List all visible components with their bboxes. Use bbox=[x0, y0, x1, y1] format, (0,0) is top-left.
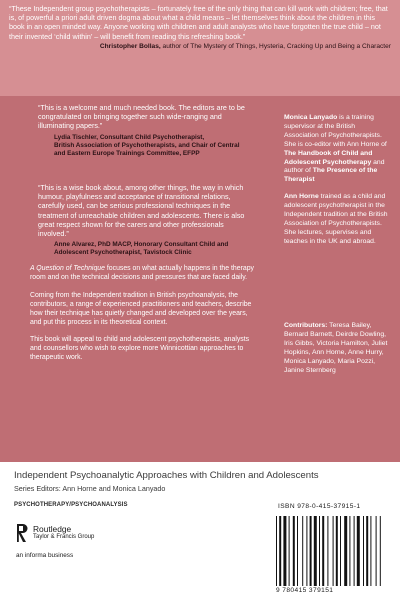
alvarez-attr-line2: Adolescent Psychotherapist, Tavistock Clinic bbox=[54, 249, 192, 257]
routledge-logo-icon bbox=[16, 523, 28, 543]
barcode-digits: 9 780415 379151 bbox=[276, 587, 334, 594]
alvarez-attr-line1: Anne Alvarez, PhD MACP, Honorary Consultant Child and bbox=[54, 241, 229, 249]
barcode-icon bbox=[272, 514, 390, 588]
bio-lanyado-text1: is a training supervisor at the British Association of Psychotherapists. She is co-editor with Ann Horne of bbox=[284, 114, 387, 148]
contributors bbox=[284, 322, 390, 375]
tischler-attr-line2: British Association of Psychotherapists, and Chair of Central bbox=[54, 141, 240, 149]
top-quote-text: “These Independent group psychotherapists – fortunately free of the only thing that can kill work with children; free, that is, of powerful a priori adult driven dogma about what a child means – let themselves think about the children in this book in an open minded way. Anyone working with children and adult analysts who have forgotten the true child – not their invented ‘child within’ – will benefit from reading this refreshing book.” bbox=[9, 4, 388, 41]
subject-category: PSYCHOTHERAPY/PSYCHOANALYSIS bbox=[14, 502, 128, 508]
bio-horne-name: Ann Horne bbox=[284, 193, 319, 201]
publisher-name: Routledge bbox=[33, 524, 72, 534]
contributors-label: Contributors: bbox=[284, 322, 328, 329]
description bbox=[30, 265, 258, 372]
book-title-inline: A Question of Technique bbox=[30, 265, 105, 272]
endorsement-alvarez bbox=[12, 183, 256, 258]
tischler-attr-line3: and Eastern Europe Trainings Committee, EFPP bbox=[54, 150, 200, 158]
endorsement-tischler-text: “This is a welcome and much needed book. The editors are to be congratulated on bringing together such wide-ranging and illuminating papers.” bbox=[38, 103, 245, 131]
footer-panel bbox=[0, 462, 400, 600]
bio-lanyado-name: Monica Lanyado bbox=[284, 114, 338, 121]
contributors-names: Teresa Bailey, Bernard Barnett, Deirdre Dowling, Iris Gibbs, Victoria Hamilton, Juliet Hopkins, Ann Horne, Anne Hurry, Monica Lanyado, Maria Pozzi, Janine Sternberg bbox=[284, 322, 388, 374]
publisher-group: Taylor & Francis Group bbox=[33, 534, 95, 540]
series-editors: Series Editors: Ann Horne and Monica Lanyado bbox=[14, 484, 166, 493]
top-quote-attr-rest: author of The Mystery of Things, Hysteria, Cracking Up and Being a Character bbox=[160, 42, 391, 50]
bio-horne-text: trained as a child and adolescent psychotherapist in the Independent tradition at the British Association of Psychotherapists. She lectures, supervises and teaches in the UK and abroad. bbox=[284, 193, 388, 245]
description-p3: This book will appeal to child and adolescent psychotherapists, analysts and counsellors who wish to explore more Winnicottian approaches to therapeutic work. bbox=[30, 336, 250, 362]
tischler-attr-line1: Lydia Tischler, Consultant Child Psychotherapist, bbox=[54, 133, 205, 141]
description-p1-rest: focuses on what actually happens in the therapy room and on the technical decisions and pressures that are faced daily. bbox=[30, 265, 254, 281]
bio-lanyado-book1: The Handbook of Child and Adolescent Psychotherapy bbox=[284, 149, 373, 166]
bio-horne bbox=[284, 193, 390, 246]
informa-tagline: an informa business bbox=[16, 552, 74, 559]
bio-lanyado-text2: and author of bbox=[284, 158, 385, 175]
description-p2: Coming from the Independent tradition in British psychoanalysis, the contributors, a range of experienced practitioners and teachers, describe how their technique has quietly changed and developed over the years, and put this process in its theoretical context. bbox=[30, 291, 252, 326]
bio-lanyado-book2: The Presence of the Therapist bbox=[284, 167, 378, 184]
endorsement-alvarez-text: “This is a wise book about, among other things, the way in which humour, playfulness and acceptance of transitional relations, carefully used, can be serious professional techniques in the treatment of unreachable children and adolescents. There is also great respect shown for the carers and other professionals involved.” bbox=[38, 183, 245, 239]
top-quote-attribution bbox=[9, 42, 391, 51]
endorsement-tischler-attr bbox=[38, 134, 256, 159]
top-quote-band bbox=[0, 0, 400, 96]
endorsement-tischler bbox=[12, 103, 256, 158]
series-title: Independent Psychoanalytic Approaches with Children and Adolescents bbox=[14, 470, 319, 481]
endorsement-alvarez-attr bbox=[38, 241, 256, 257]
isbn: ISBN 978-0-415-37915-1 bbox=[278, 503, 361, 510]
bio-lanyado bbox=[284, 114, 390, 185]
editor-bios bbox=[284, 114, 390, 255]
top-quote-attr-name: Christopher Bollas, bbox=[99, 42, 161, 50]
description-p1 bbox=[30, 265, 258, 283]
